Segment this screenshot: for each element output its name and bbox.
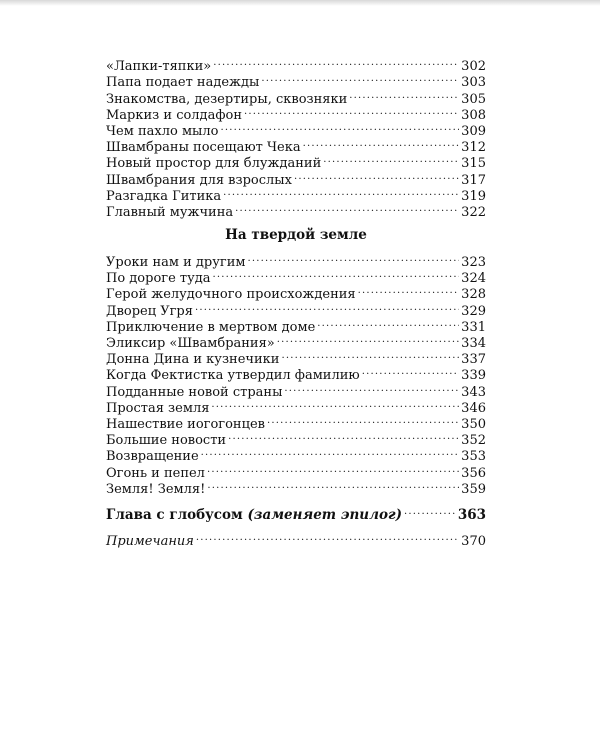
section-heading: На твердой земле	[225, 226, 367, 243]
toc-chapter-entry[interactable]	[106, 501, 486, 523]
toc-entry-page: 331	[461, 319, 486, 335]
toc-entry-page: 334	[461, 336, 486, 351]
leader-dots	[349, 86, 459, 102]
toc-entry-page: 359	[461, 481, 486, 497]
toc-entry-title: Донна Дина и кузнечики	[106, 352, 280, 368]
toc-entry-title: Эликсир «Швамбрания»	[106, 336, 275, 351]
leader-dots	[235, 200, 459, 216]
toc-entry-title: Главный мужчина	[106, 204, 234, 220]
leader-dots	[228, 428, 459, 444]
toc-entry-page: 319	[461, 188, 486, 204]
table-of-contents	[106, 54, 486, 549]
toc-entry-page: 328	[461, 287, 486, 303]
toc-entry-title: Простая земля	[106, 400, 210, 416]
toc-entry-title: Знакомства, дезертиры, сквозняки	[106, 91, 348, 107]
toc-notes-entry[interactable]	[106, 529, 486, 549]
toc-entry-page: 315	[461, 156, 486, 172]
leader-dots	[213, 266, 460, 282]
leader-dots	[404, 501, 456, 519]
toc-entry-title: Земля! Земля!	[106, 481, 206, 497]
toc-entry-title: Нашествие иогогонцев	[106, 416, 265, 432]
leader-dots	[303, 135, 460, 151]
toc-entry-title: Возвращение	[106, 449, 199, 465]
toc-entry-title: Папа подает надежды	[106, 75, 260, 91]
toc-entry-title: Швамбраны посещают Чека	[106, 140, 301, 156]
toc-entry-page: 323	[461, 255, 486, 271]
leader-dots	[207, 460, 459, 476]
leader-dots	[223, 184, 459, 200]
toc-entry-title: «Лапки-тяпки»	[106, 59, 212, 75]
leader-dots	[195, 298, 459, 314]
toc-entry-page: 309	[461, 123, 486, 139]
toc-entry[interactable]	[106, 250, 486, 271]
toc-entry-page: 339	[461, 368, 486, 384]
leader-dots	[284, 379, 459, 395]
toc-notes-page: 370	[461, 533, 486, 549]
leader-dots	[277, 331, 459, 347]
toc-entry-page: 303	[461, 75, 486, 91]
toc-entry-page: 308	[461, 107, 486, 123]
toc-notes-title: Примечания	[106, 533, 194, 549]
page-top-edge	[0, 0, 600, 6]
toc-entry-page: 337	[461, 352, 486, 368]
leader-dots	[281, 347, 459, 363]
toc-entry-page: 353	[461, 449, 486, 465]
toc-entry-title: Герой желудочного происхождения	[106, 287, 356, 303]
toc-entry-title: Швамбрания для взрослых	[106, 172, 292, 188]
leader-dots	[317, 315, 459, 331]
toc-entry-page: 329	[461, 303, 486, 319]
chapter-title-italic: (заменяет эпилог)	[247, 506, 402, 523]
toc-entry-page: 305	[461, 91, 486, 107]
toc-entry[interactable]	[106, 54, 486, 75]
toc-entry-page: 322	[461, 204, 486, 220]
toc-entry-title: Дворец Угря	[106, 303, 193, 319]
toc-entry-page: 317	[461, 172, 486, 188]
leader-dots	[358, 282, 460, 298]
toc-entry-page: 302	[461, 59, 486, 75]
leader-dots	[294, 167, 459, 183]
toc-entry-page: 312	[461, 140, 486, 156]
toc-entry-page: 352	[461, 433, 486, 449]
toc-section-1	[106, 54, 486, 220]
leader-dots	[211, 396, 459, 412]
leader-dots	[221, 119, 460, 135]
leader-dots	[196, 529, 459, 545]
toc-entry-page: 343	[461, 384, 486, 400]
toc-entry-title: Когда Фектистка утвердил фамилию	[106, 368, 360, 384]
leader-dots	[261, 70, 459, 86]
toc-entry-title: Уроки нам и другим	[106, 255, 246, 271]
toc-entry-title: Разгадка Гитика	[106, 188, 222, 204]
toc-entry-page: 346	[461, 400, 486, 416]
leader-dots	[213, 54, 459, 70]
toc-chapter-page: 363	[457, 506, 486, 523]
chapter-title-bold: Глава с глобусом	[106, 506, 243, 523]
leader-dots	[362, 363, 459, 379]
leader-dots	[247, 250, 459, 266]
leader-dots	[207, 477, 459, 493]
toc-entry-title: Приключение в мертвом доме	[106, 319, 316, 335]
toc-entry-title: Новый простор для блужданий	[106, 156, 322, 172]
toc-entry-title: По дороге туда	[106, 271, 211, 287]
toc-entry-title: Большие новости	[106, 433, 227, 449]
toc-entry-title: Чем пахло мыло	[106, 123, 219, 139]
toc-entry-page: 350	[461, 416, 486, 432]
toc-entry-title: Подданные новой страны	[106, 384, 283, 400]
leader-dots	[267, 412, 459, 428]
leader-dots	[244, 103, 459, 119]
toc-entry-page: 324	[461, 271, 486, 287]
leader-dots	[201, 444, 460, 460]
toc-entry-title: Огонь и пепел	[106, 465, 205, 481]
toc-entry-page: 356	[461, 465, 486, 481]
toc-chapter-title	[106, 506, 402, 524]
toc-section-2	[106, 250, 486, 497]
toc-entry-title: Маркиз и солдафон	[106, 107, 242, 123]
leader-dots	[323, 151, 459, 167]
